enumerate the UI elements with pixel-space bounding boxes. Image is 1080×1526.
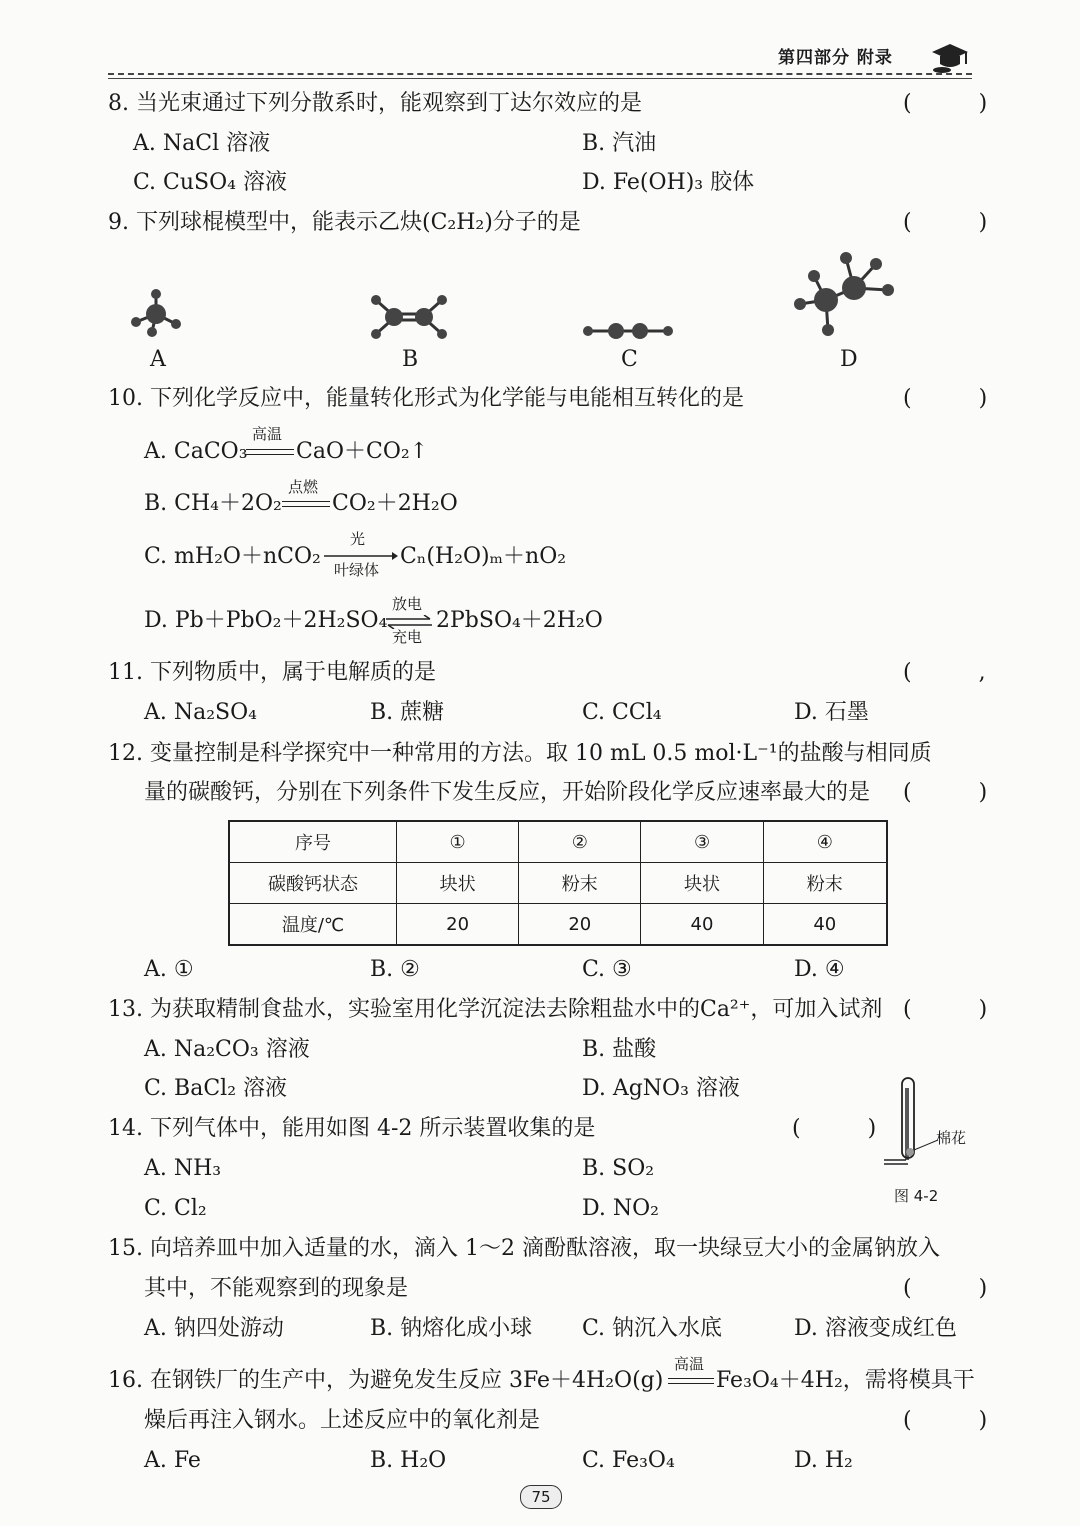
graduation-cap-icon (928, 40, 972, 74)
question-16-stem-line-1: 16. 在钢铁厂的生产中，为避免发生反应 3Fe＋4H₂O(g) (108, 1368, 664, 1393)
question-16-stem-line-2: 燥后再注入钢水。上述反应中的氧化剂是 (144, 1408, 541, 1433)
question-8-option-d: D. Fe(OH)₃ 胶体 (582, 170, 755, 195)
question-9-stem: 9. 下列球棍模型中，能表示乙炔(C₂H₂)分子的是 (108, 210, 581, 235)
equals-sign (282, 506, 330, 507)
question-15-answer-paren: ( ) (903, 1276, 1018, 1301)
question-16-condition: 高温 (674, 1355, 705, 1373)
table-cell: 粉末 (519, 863, 641, 904)
question-8-option-b: B. 汽油 (582, 131, 657, 156)
question-12-stem-line-2: 量的碳酸钙，分别在下列条件下发生反应，开始阶段化学反应速率最大的是 (144, 780, 871, 805)
question-12-answer-paren: ( ) (903, 780, 1018, 805)
header-rule-dashed (108, 73, 972, 75)
question-8-option-a: A. NaCl 溶液 (133, 131, 271, 156)
question-10-answer-paren: ( ) (903, 386, 1018, 411)
table-cell: ④ (763, 821, 887, 863)
molecule-model-b (366, 290, 452, 342)
question-8-answer-paren: ( ) (903, 91, 1018, 116)
question-15-stem-line-2: 其中，不能观察到的现象是 (144, 1276, 409, 1301)
question-14-stem: 14. 下列气体中，能用如图 4-2 所示装置收集的是 (108, 1116, 596, 1141)
question-10-option-a-condition: 高温 (252, 425, 283, 443)
question-10-option-b-condition: 点燃 (288, 478, 319, 496)
question-10-option-d-products: 2PbSO₄＋2H₂O (436, 608, 603, 633)
equals-sign (246, 449, 294, 450)
equals-sign (668, 1378, 714, 1379)
question-10-option-c-products: Cₙ(H₂O)ₘ＋nO₂ (400, 544, 567, 569)
table-cell: 粉末 (763, 863, 887, 904)
question-16-option-b: B. H₂O (370, 1448, 447, 1473)
molecule-label-c: C (621, 347, 638, 372)
question-10-option-c-reactants: C. mH₂O＋nCO₂ (144, 544, 321, 569)
conditions-table (228, 820, 888, 946)
question-15-stem-line-1: 15. 向培养皿中加入适量的水，滴入 1～2 滴酚酞溶液，取一块绿豆大小的金属钠放入 (108, 1236, 940, 1261)
page-number: 75 (520, 1485, 562, 1509)
equals-sign (246, 454, 294, 455)
gas-collection-apparatus-figure (880, 1074, 940, 1172)
table-cell: 40 (641, 904, 763, 946)
question-12-option-d: D. ④ (794, 957, 845, 982)
question-13-option-c: C. BaCl₂ 溶液 (144, 1076, 288, 1101)
question-12-stem-line-1: 12. 变量控制是科学探究中一种常用的方法。取 10 mL 0.5 mol·L⁻¹的盐酸与相同质 (108, 741, 932, 766)
question-15-option-c: C. 钠沉入水底 (582, 1316, 723, 1341)
table-row (229, 863, 887, 904)
question-13-answer-paren: ( ) (903, 997, 1018, 1022)
table-cell: 20 (519, 904, 641, 946)
question-12-option-c: C. ③ (582, 957, 632, 982)
molecule-model-d (792, 248, 900, 344)
table-cell: 温度/℃ (229, 904, 397, 946)
question-15-option-d: D. 溶液变成红色 (794, 1316, 957, 1341)
molecule-model-a (126, 286, 188, 342)
question-14-option-b: B. SO₂ (582, 1156, 655, 1181)
table-cell: 20 (397, 904, 519, 946)
question-14-option-d: D. NO₂ (582, 1196, 659, 1221)
question-10-option-a-reactants: A. CaCO₃ (144, 439, 248, 464)
question-10-option-c-condition-top: 光 (350, 530, 366, 548)
question-10-option-d-condition-top: 放电 (392, 595, 423, 613)
question-16-option-d: D. H₂ (794, 1448, 853, 1473)
question-12-option-b: B. ② (370, 957, 420, 982)
question-16-option-c: C. Fe₃O₄ (582, 1448, 675, 1473)
question-16-stem-line-1-continued: Fe₃O₄＋4H₂，需将模具干 (716, 1368, 975, 1393)
molecule-label-d: D (840, 347, 858, 372)
table-row (229, 821, 887, 863)
molecule-label-a: A (150, 347, 166, 372)
question-8-option-c: C. CuSO₄ 溶液 (133, 170, 287, 195)
question-10-option-d-reactants: D. Pb＋PbO₂＋2H₂SO₄ (144, 608, 388, 633)
table-cell: 块状 (641, 863, 763, 904)
table-cell: 块状 (397, 863, 519, 904)
question-13-option-a: A. Na₂CO₃ 溶液 (144, 1037, 310, 1062)
question-11-option-a: A. Na₂SO₄ (144, 700, 257, 725)
question-12-option-a: A. ① (144, 957, 194, 982)
question-15-option-b: B. 钠熔化成小球 (370, 1316, 533, 1341)
table-cell: 碳酸钙状态 (229, 863, 397, 904)
question-11-stem: 11. 下列物质中，属于电解质的是 (108, 660, 436, 685)
figure-caption: 图 4-2 (894, 1187, 939, 1205)
question-11-option-d: D. 石墨 (794, 700, 869, 725)
figure-label-cotton: 棉花 (936, 1129, 967, 1147)
table-cell: ① (397, 821, 519, 863)
table-cell: 40 (763, 904, 887, 946)
question-13-stem: 13. 为获取精制食盐水，实验室用化学沉淀法去除粗盐水中的Ca²⁺，可加入试剂 (108, 997, 883, 1022)
equals-sign (668, 1383, 714, 1384)
question-15-option-a: A. 钠四处游动 (144, 1316, 284, 1341)
question-8-stem: 8. 当光束通过下列分散系时，能观察到丁达尔效应的是 (108, 91, 642, 116)
question-10-stem: 10. 下列化学反应中，能量转化形式为化学能与电能相互转化的是 (108, 386, 744, 411)
question-14-option-a: A. NH₃ (144, 1156, 222, 1181)
question-11-option-b: B. 蔗糖 (370, 700, 445, 725)
question-11-option-c: C. CCl₄ (582, 700, 662, 725)
question-13-option-b: B. 盐酸 (582, 1037, 657, 1062)
question-11-answer-paren: ( , (903, 660, 1016, 685)
header-rule (108, 78, 972, 79)
question-14-option-c: C. Cl₂ (144, 1196, 207, 1221)
question-10-option-b-products: CO₂＋2H₂O (332, 491, 458, 516)
question-10-option-d-condition-bottom: 充电 (392, 628, 423, 646)
table-cell: 序号 (229, 821, 397, 863)
question-16-answer-paren: ( ) (903, 1408, 1018, 1433)
question-10-option-a-products: CaO＋CO₂↑ (296, 439, 429, 464)
reversible-arrow (384, 615, 434, 629)
question-16-option-a: A. Fe (144, 1448, 201, 1473)
table-row (229, 904, 887, 946)
question-13-option-d: D. AgNO₃ 溶液 (582, 1076, 740, 1101)
molecule-label-b: B (402, 347, 419, 372)
question-14-answer-paren: ( ) (792, 1116, 907, 1141)
table-cell: ② (519, 821, 641, 863)
question-10-option-b-reactants: B. CH₄＋2O₂ (144, 491, 282, 516)
question-10-option-c-condition-bottom: 叶绿体 (334, 561, 380, 579)
equals-sign (282, 501, 330, 502)
table-cell: ③ (641, 821, 763, 863)
question-9-answer-paren: ( ) (903, 210, 1018, 235)
molecule-model-c (580, 320, 676, 342)
section-header: 第四部分 附录 (778, 48, 893, 68)
